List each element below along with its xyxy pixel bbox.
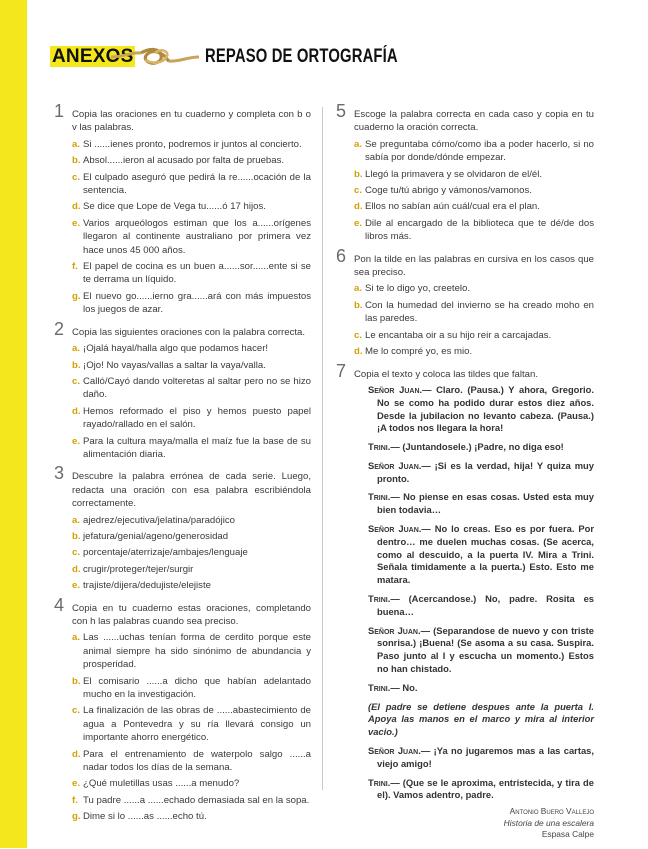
exercise-instruction: Escoge la palabra correcta en cada caso y copia en tu cuaderno la oración correcta. — [354, 109, 594, 134]
list-item — [72, 342, 311, 355]
item-letter: g. — [72, 811, 81, 823]
exercise-items — [354, 282, 594, 358]
exercise-number: 6 — [336, 245, 347, 266]
list-item — [72, 375, 311, 402]
list-item — [72, 171, 311, 198]
item-letter: e. — [72, 435, 81, 447]
item-letter: a. — [72, 632, 81, 644]
list-item — [354, 184, 594, 197]
dialogue-line — [368, 523, 594, 587]
exercise-number: 5 — [336, 101, 347, 121]
item-text: ¡Ojalá hayal/halla algo que podamos hacer! — [83, 343, 269, 355]
list-item — [72, 794, 311, 807]
item-text: Absol......ieron al acusado por falta de pruebas. — [83, 155, 285, 167]
dialogue-speech: No lo creas. Eso es por fuera. Por dentro… me duelen muchas cosas. (Se acerca, como al descuido, a la puerta IV. Mira a Trini. Señala timidamente a la puerta.) Esto. Esto me matara. — [377, 523, 594, 586]
item-text: Se dice que Lope de Vega tu......ó 17 hijos. — [83, 201, 266, 213]
item-text: jefatura/genial/ageno/generosidad — [83, 530, 229, 542]
item-letter: c. — [72, 375, 81, 387]
dialogue-speech: (Que se le aproxima, entristecida, y tira de el). Vamos adentro, padre. — [377, 776, 594, 801]
item-text: El papel de cocina es un buen a......sor......ente si se te derrama un líquido. — [83, 261, 311, 286]
item-text: trajiste/dijera/dedujiste/elejiste — [83, 580, 211, 592]
dialogue-line — [368, 745, 594, 771]
list-item — [72, 359, 311, 372]
exercise-7 — [336, 360, 594, 841]
item-letter: b. — [72, 359, 81, 371]
list-item — [72, 777, 311, 790]
exercise-6 — [336, 245, 594, 359]
list-item — [72, 154, 311, 167]
list-item — [354, 168, 594, 181]
item-text: Coge tu/tú abrigo y vámonos/vamonos. — [365, 185, 532, 197]
list-item — [72, 675, 311, 702]
item-letter: b. — [72, 530, 81, 542]
dialogue-speech: No piense en esas cosas. Usted esta muy bien todavia… — [377, 491, 594, 516]
credit-author: Antonio Buero Vallejo — [509, 806, 594, 817]
item-text: ¿Qué muletillas usas ......a menudo? — [83, 778, 240, 790]
section-label: ANEXOS — [52, 46, 134, 67]
exercise-items — [72, 342, 311, 461]
dialogue-line — [368, 441, 594, 454]
exercise-items — [72, 514, 311, 593]
column-divider — [322, 107, 323, 790]
exercise-4 — [54, 594, 311, 824]
list-item — [354, 282, 594, 295]
speaker-name: Señor Juan.— — [368, 523, 431, 535]
list-item — [72, 810, 311, 823]
item-text: Las ......uchas tenían forma de cerdito porque este animal siempre ha sido sinónimo de abundancia y prosperidad. — [83, 632, 311, 671]
item-text: El comisario ......a dicho que habían adelantado mucho en la investigación. — [83, 675, 311, 701]
exercise-number: 3 — [54, 463, 65, 484]
item-letter: a. — [72, 514, 81, 526]
list-item — [72, 514, 311, 527]
exercise-number: 1 — [54, 101, 65, 121]
exercise-instruction: Pon la tilde en las palabras en cursiva en los casos que sea preciso. — [354, 253, 594, 279]
list-item — [72, 704, 311, 744]
item-letter: b. — [72, 155, 81, 167]
credit-publisher: Espasa Calpe — [541, 829, 594, 840]
list-item — [72, 290, 311, 317]
speaker-name: Señor Juan.— — [368, 383, 432, 395]
item-letter: d. — [72, 201, 81, 213]
speaker-name: Trini.— — [368, 593, 400, 605]
item-text: El nuevo go......ierno gra......ará con más impuestos los juegos de azar. — [83, 290, 311, 316]
list-item — [354, 217, 594, 244]
dialogue-line — [368, 491, 594, 517]
item-letter: d. — [72, 563, 81, 575]
dialogue-speech: Claro. (Pausa.) Y ahora, Gregorio. No se como ha podido durar estos diez años. Desde la jubilacion no levanto cabeza. (Pausa.) ¡A todos nos llegara la hora! — [377, 383, 594, 434]
item-letter: c. — [72, 171, 81, 183]
item-letter: e. — [354, 217, 363, 229]
item-text: Hemos reformado el piso y hemos puesto papel rayado/rallado en el salón. — [83, 405, 311, 431]
yellow-margin-bar — [0, 0, 27, 848]
exercise-items — [72, 138, 311, 317]
speaker-name: Trini.— — [368, 681, 400, 693]
item-text: Para la cultura maya/malla el maíz fue la base de su alimentación diaria. — [83, 435, 311, 460]
item-text: ¡Ojo! No vayas/vallas a saltar la vaya/valla. — [83, 359, 266, 371]
item-letter: c. — [354, 329, 363, 341]
item-letter: f. — [72, 261, 78, 273]
speaker-name: Señor Juan.— — [368, 624, 430, 636]
exercise-items — [72, 631, 311, 823]
item-text: Dime si lo ......as ......echo tú. — [83, 811, 207, 823]
left-column — [54, 101, 311, 833]
item-letter: c. — [72, 547, 81, 559]
item-text: Si te lo digo yo, creetelo. — [365, 283, 471, 295]
item-letter: a. — [72, 343, 81, 355]
list-item — [72, 563, 311, 576]
item-text: ajedrez/ejecutiva/jelatina/paradójico — [83, 514, 235, 526]
list-item — [72, 435, 311, 462]
exercise-items — [354, 138, 594, 244]
item-letter: b. — [72, 675, 81, 687]
dialogue-speech: (Separandose de nuevo y con triste sonrisa.) ¡Buena! (Se asoma a su casa. Suspira. Paso junto al I y escucha un momento.) Estos no han chistado. — [377, 624, 594, 675]
exercise-5 — [336, 101, 594, 244]
dialogue-line — [368, 625, 594, 676]
item-letter: d. — [72, 405, 81, 417]
list-item — [354, 138, 594, 165]
dialogue-speech: ¡Ya no jugaremos mas a las cartas, viejo amigo! — [377, 745, 594, 769]
list-item — [354, 329, 594, 342]
exercise-1 — [54, 101, 311, 317]
item-text: Llegó la primavera y se olvidaron de el/él. — [365, 168, 543, 180]
item-text: Para el entrenamiento de waterpolo salgo ......a nadar todos los días de la semana. — [83, 748, 311, 774]
item-letter: a. — [354, 138, 363, 150]
item-text: Varios arqueólogos estiman que los a......orígenes llegaron al continente australiano por primera vez hace unos 45 000 años. — [83, 217, 311, 256]
dialogue-speech: ¡Si es la verdad, hija! Y quiza muy pronto. — [377, 459, 594, 484]
item-letter: b. — [354, 168, 363, 180]
list-item — [72, 546, 311, 559]
item-text: Le encantaba oir a su hijo reir a carcajadas. — [365, 329, 552, 341]
speaker-name: Trini.— — [368, 491, 400, 503]
item-letter: g. — [72, 290, 81, 302]
dialogue-speech: (Juntandosele.) ¡Padre, no diga eso! — [399, 441, 564, 453]
item-text: Me lo compré yo, es mio. — [365, 346, 473, 358]
exercise-instruction: Copia las oraciones en tu cuaderno y completa con b o v las palabras. — [72, 109, 311, 134]
list-item — [72, 217, 311, 257]
item-letter: d. — [72, 748, 81, 760]
item-letter: e. — [72, 778, 81, 790]
page-header — [50, 44, 452, 70]
exercise-instruction: Copia en tu cuaderno estas oraciones, completando con h las palabras cuando sea preciso. — [72, 602, 311, 627]
credit-work: Historia de una escalera — [503, 817, 594, 828]
item-text: Se preguntaba cómo/como iba a poder hacerlo, si no sabía por donde/dónde empezar. — [365, 138, 594, 164]
list-item — [354, 299, 594, 326]
item-text: porcentaje/aterrizaje/ambajes/lenguaje — [83, 547, 248, 559]
page-title: REPASO DE ORTOGRAFÍA — [205, 46, 398, 67]
exercise-instruction: Copia las siguientes oraciones con la palabra correcta. — [72, 326, 306, 338]
exercise-instruction: Copia el texto y coloca las tildes que faltan. — [354, 368, 538, 380]
exercise-number: 4 — [54, 594, 65, 615]
speaker-name: Trini.— — [368, 776, 400, 788]
dialogue-line — [368, 682, 594, 695]
dialogue-speech: No. — [399, 681, 418, 693]
item-text: Con la humedad del invierno se ha creado moho en las paredes. — [365, 299, 594, 325]
speaker-name: Señor Juan.— — [368, 745, 431, 757]
item-text: Si ......ienes pronto, podremos ir juntos al concierto. — [83, 138, 302, 150]
exercise-2 — [54, 318, 311, 462]
list-item — [72, 260, 311, 287]
exercise-number: 2 — [54, 318, 65, 339]
list-item — [72, 138, 311, 151]
source-credits — [354, 806, 594, 840]
item-text: El culpado aseguró que pedirá la re......ocación de la sentencia. — [83, 171, 311, 197]
dialogue-speech: (Acercandose.) No, padre. Rosita es buena… — [377, 593, 594, 617]
speaker-name: Trini.— — [368, 441, 400, 453]
item-letter: c. — [354, 185, 363, 197]
item-letter: a. — [72, 138, 81, 150]
item-text: Calló/Cayó dando volteretas al saltar pero no se hizo daño. — [83, 375, 311, 401]
exercise-number: 7 — [336, 360, 347, 381]
list-item — [72, 631, 311, 671]
item-text: Dile al encargado de la biblioteca que te dé/de dos libros más. — [365, 217, 594, 243]
list-item — [72, 530, 311, 543]
rope-knot-icon — [109, 46, 201, 68]
dialogue-line — [368, 777, 594, 803]
dialogue-text — [354, 384, 594, 802]
item-text: La finalización de las obras de ......abastecimiento de agua a Pontevedra y su ría llevará consigo un importante ahorro energético. — [83, 705, 311, 744]
item-text: crugir/proteger/tejer/surgir — [83, 563, 194, 575]
item-letter: d. — [354, 201, 363, 213]
dialogue-line — [368, 460, 594, 486]
list-item — [354, 200, 594, 213]
list-item — [72, 200, 311, 213]
dialogue-line — [368, 593, 594, 619]
item-letter: c. — [72, 705, 81, 717]
item-text: Ellos no sabían aún cuál/cual era el plan. — [365, 201, 540, 213]
item-letter: f. — [72, 794, 78, 806]
right-column — [336, 101, 594, 849]
list-item — [72, 579, 311, 592]
item-text: Tu padre ......a ......echado demasiada sal en la sopa. — [83, 794, 310, 806]
list-item — [72, 405, 311, 432]
item-letter: e. — [72, 580, 81, 592]
item-letter: e. — [72, 217, 81, 229]
list-item — [354, 345, 594, 358]
item-letter: b. — [354, 299, 363, 311]
exercise-instruction: Descubre la palabra errónea de cada serie. Luego, redacta una oración con esa palabra escribiéndola correctamente. — [72, 471, 311, 510]
list-item — [72, 748, 311, 775]
dialogue-line — [368, 384, 594, 435]
exercise-3 — [54, 463, 311, 592]
item-letter: d. — [354, 346, 363, 358]
speaker-name: Señor Juan.— — [368, 459, 431, 471]
item-letter: a. — [354, 283, 363, 295]
stage-direction: (El padre se detiene despues ante la puerta I. Apoya las manos en el marco y mira al interior vacio.) — [368, 700, 594, 738]
